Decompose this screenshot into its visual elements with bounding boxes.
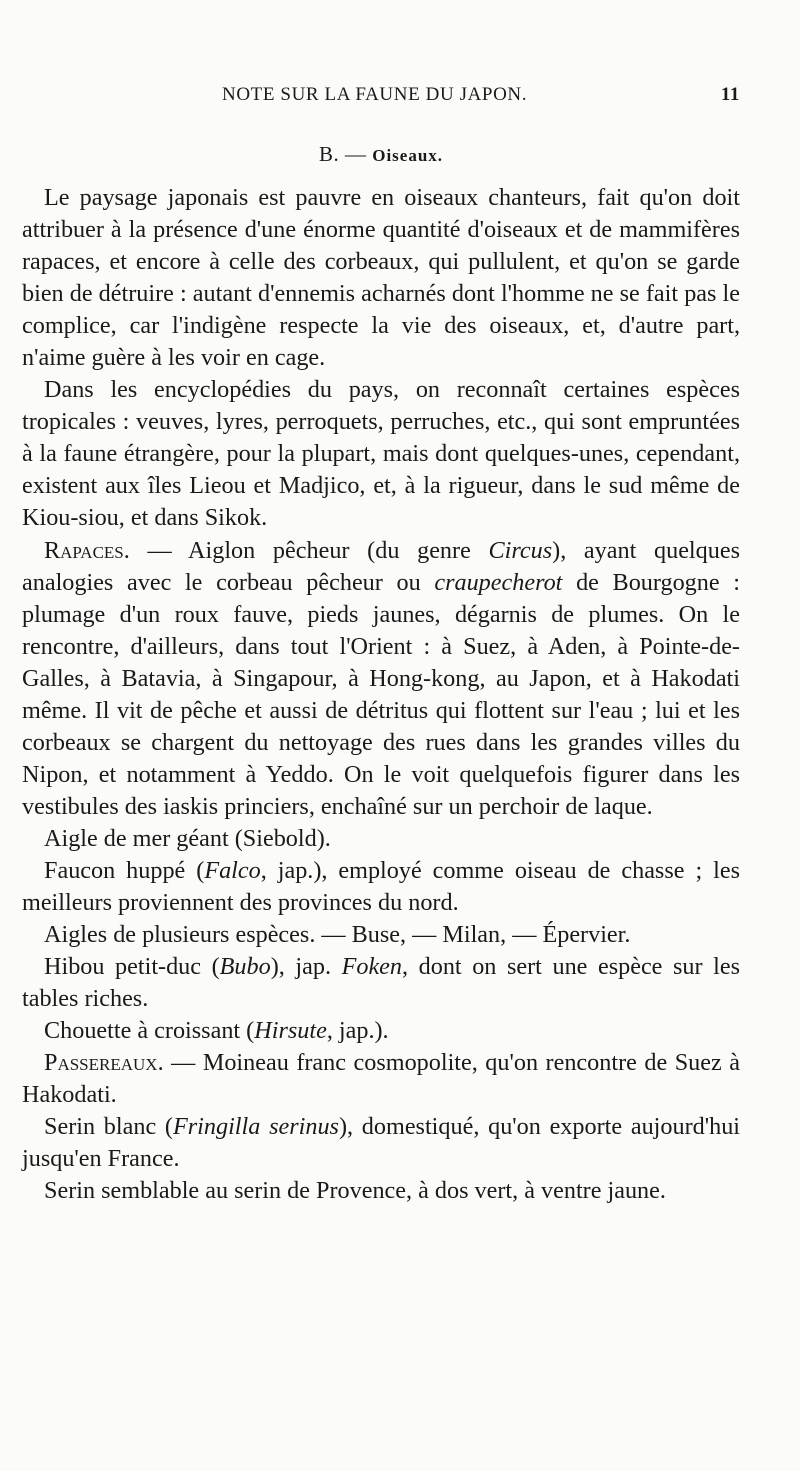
section-letter: B. — [318, 142, 340, 166]
paragraph-faucon — [22, 855, 740, 919]
species-name: Hirsute — [254, 1017, 327, 1045]
text-run: ), domestiqué, qu'on exporte aujourd'hui jusqu'en France. — [22, 1113, 741, 1173]
paragraph-serin-blanc — [22, 1111, 740, 1175]
species-name: Bubo — [219, 953, 271, 981]
text-run: — Aiglon pêcheur (du genre — [129, 536, 489, 564]
text-run: Hibou petit-duc ( — [44, 953, 220, 981]
species-name: Fringilla serinus — [172, 1113, 339, 1141]
paragraph-encyclopedias: Dans les encyclopédies du pays, on reconnaît certaines espèces tropicales : veuves, lyres, perroquets, perruches, etc., qui sont empruntées à la faune étrangère, pour la plupart, mais dont quelques-unes, cependant, existent aux îles Lieou et Madjico, et, à la rigueur, dans le sud même de Kiou-siou, et dans Sikok. — [22, 376, 740, 532]
paragraph-serin-provence: Serin semblable au serin de Provence, à dos vert, à ventre jaune. — [44, 1177, 666, 1205]
text-run: — Moineau franc cosmopolite, qu'on rencontre de Suez à Hakodati. — [22, 1049, 740, 1109]
text-run: Chouette à croissant ( — [44, 1017, 255, 1045]
paragraph-aigles: Aigles de plusieurs espèces. — Buse, — Milan, — Épervier. — [44, 921, 631, 949]
body-text — [22, 182, 740, 1208]
text-run: ), ayant quelques analogies avec le corbeau pêcheur ou — [22, 536, 740, 596]
section-name: Oiseaux. — [372, 146, 444, 165]
text-run: , jap.). — [326, 1017, 389, 1045]
running-title: NOTE SUR LA FAUNE DU JAPON. — [222, 84, 528, 105]
species-name: Falco — [204, 856, 261, 884]
species-name: Circus — [488, 536, 553, 564]
paragraph-intro: Le paysage japonais est pauvre en oiseaux chanteurs, fait qu'on doit attribuer à la présence d'une énorme quantité d'oiseaux et de mammifères rapaces, et encore à celle des corbeaux, qui pullulent, et qu'on se garde bien de détruire : autant d'ennemis acharnés dont l'homme ne se fait pas le complice, car l'indigène respecte la vie des oiseaux, et, d'autre part, n'aime guère à les voir en cage. — [22, 184, 740, 372]
paragraph-rapaces — [22, 535, 740, 823]
paragraph-aigle-de-mer: Aigle de mer géant (Siebold). — [44, 824, 331, 852]
running-head — [22, 84, 740, 114]
species-name: Foken — [341, 953, 403, 981]
page — [22, 0, 740, 1471]
text-run: , jap.), employé comme oiseau de chasse ; les meilleurs proviennent des provinces du nord. — [22, 856, 741, 917]
section-dash: — — [344, 142, 367, 166]
section-heading — [22, 142, 740, 167]
paragraph-hibou — [22, 951, 740, 1015]
category-label-passereaux: Passereaux. — [44, 1049, 164, 1077]
text-run: Serin blanc ( — [44, 1113, 173, 1141]
text-run: ), jap. — [270, 953, 342, 981]
paragraph-chouette — [22, 1015, 740, 1047]
text-run: de Bourgogne : plumage d'un roux fauve, pieds jaunes, dégarnis de plumes. On le rencontre, d'ailleurs, dans tout l'Orient : à Suez, à Aden, à Pointe-de-Galles, à Batavia, à Singapour, à Hong-kong, au Japon, et à Hakodati même. Il vit de pêche et aussi de détritus qui flottent sur l'eau ; lui et les corbeaux se chargent du nettoyage des rues dans les grandes villes du Nipon, et notamment à Yeddo. On le voit quelquefois figurer dans les vestibules des iaskis princiers, enchaîné sur un perchoir de laque. — [22, 568, 740, 820]
text-run: , dont on sert une espèce sur les tables riches. — [22, 953, 741, 1013]
text-run: Faucon huppé ( — [44, 856, 205, 884]
page-number: 11 — [720, 84, 740, 105]
paragraph-passereaux — [22, 1047, 740, 1111]
category-label-rapaces: Rapaces. — [44, 536, 130, 564]
species-name: craupecherot — [434, 568, 563, 596]
